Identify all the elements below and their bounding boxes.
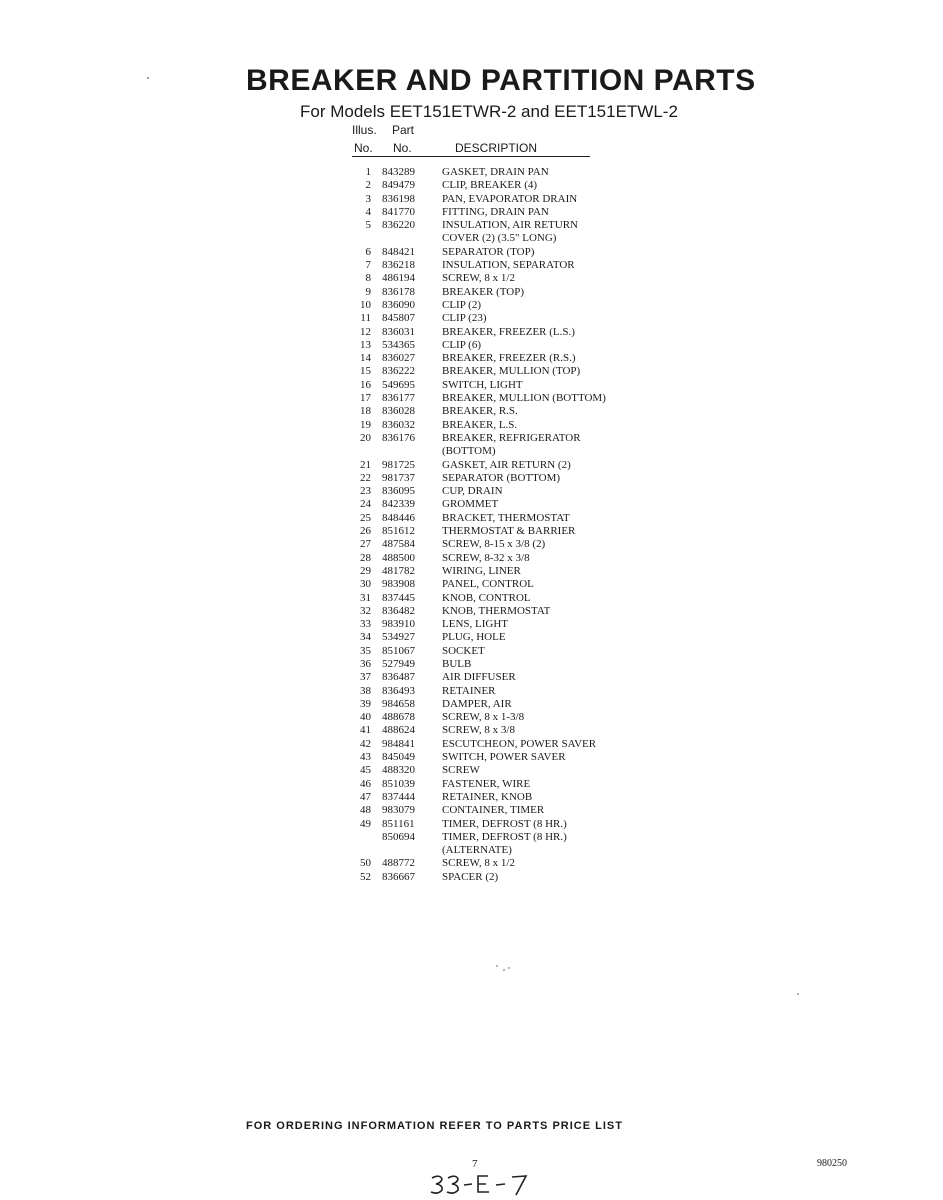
part-number: 848421 (382, 245, 415, 258)
part-number: 836032 (382, 418, 415, 431)
part-description: BREAKER (TOP) (442, 285, 524, 298)
part-number: 849479 (382, 179, 415, 192)
part-description: CLIP (6) (442, 338, 482, 351)
illus-number: 8 (365, 272, 371, 285)
part-number: 488772 (382, 857, 415, 870)
illus-number: 21 (360, 458, 371, 471)
illus-number: 39 (360, 697, 371, 710)
part-number: 851612 (382, 525, 415, 538)
part-description: BULB (442, 657, 472, 670)
part-description: RETAINER, KNOB (442, 790, 533, 803)
illus-number: 23 (360, 485, 371, 498)
models-subtitle: For Models EET151ETWR-2 and EET151ETWL-2 (300, 102, 678, 121)
illus-number: 43 (360, 751, 371, 764)
part-description: PLUG, HOLE (442, 631, 506, 644)
part-description: SCREW, 8 x 3/8 (442, 724, 515, 737)
part-number: 836487 (382, 671, 415, 684)
part-number: 836090 (382, 298, 415, 311)
illus-number: 34 (360, 631, 371, 644)
document-code: 980250 (817, 1158, 847, 1169)
page-number: 7 (472, 1158, 478, 1170)
illus-number: 38 (360, 684, 371, 697)
illus-number: 36 (360, 657, 371, 670)
part-number: 848446 (382, 511, 415, 524)
illus-number: 15 (360, 365, 371, 378)
illus-number: 40 (360, 711, 371, 724)
part-description: CLIP (2) (442, 298, 482, 311)
part-number: 487584 (382, 538, 415, 551)
part-description: SCREW, 8-15 x 3/8 (2) (442, 538, 546, 551)
part-description: DAMPER, AIR (442, 697, 512, 710)
part-number: 836027 (382, 352, 415, 365)
part-number: 488320 (382, 764, 415, 777)
illus-number: 24 (360, 498, 371, 511)
ordering-footer: FOR ORDERING INFORMATION REFER TO PARTS PRICE LIST (246, 1120, 623, 1132)
part-number: 836095 (382, 485, 415, 498)
page-title: BREAKER AND PARTITION PARTS (246, 64, 756, 97)
part-number: 981725 (382, 458, 415, 471)
part-number: 488624 (382, 724, 415, 737)
part-number: 486194 (382, 272, 415, 285)
illus-number: 26 (360, 525, 371, 538)
part-number: 836177 (382, 392, 415, 405)
illus-number: 19 (360, 418, 371, 431)
illus-number: 18 (360, 405, 371, 418)
part-number: 549695 (382, 378, 415, 391)
illus-number: 28 (360, 551, 371, 564)
part-number: 534365 (382, 338, 415, 351)
part-description: SCREW, 8 x 1-3/8 (442, 711, 525, 724)
illus-number: 29 (360, 564, 371, 577)
illus-number: 2 (365, 179, 371, 192)
illus-number: 7 (365, 259, 371, 272)
part-number: 851039 (382, 777, 415, 790)
part-description: CUP, DRAIN (442, 485, 503, 498)
part-number: 837445 (382, 591, 415, 604)
part-description: INSULATION, AIR RETURN (442, 219, 578, 232)
part-description: SCREW, 8-32 x 3/8 (442, 551, 530, 564)
part-description: SOCKET (442, 644, 485, 657)
part-description: COVER (2) (3.5" LONG) (442, 232, 557, 245)
illus-number: 20 (360, 431, 371, 444)
illus-number: 22 (360, 471, 371, 484)
illus-number: 10 (360, 298, 371, 311)
column-header-description: DESCRIPTION (455, 141, 538, 155)
illus-number: 37 (360, 671, 371, 684)
part-description: KNOB, CONTROL (442, 591, 531, 604)
illus-number: 45 (360, 764, 371, 777)
part-number: 841770 (382, 205, 415, 218)
illus-number: 14 (360, 352, 371, 365)
illus-number: 6 (365, 245, 371, 258)
part-description: INSULATION, SEPARATOR (442, 259, 575, 272)
part-number: 981737 (382, 471, 415, 484)
illus-number: 30 (360, 578, 371, 591)
part-number: 845807 (382, 312, 415, 325)
part-number: 836482 (382, 604, 415, 617)
illus-number: 35 (360, 644, 371, 657)
part-description: SEPARATOR (TOP) (442, 245, 535, 258)
part-description: BREAKER, MULLION (TOP) (442, 365, 581, 378)
part-description: (BOTTOM) (442, 445, 496, 458)
illus-number: 9 (365, 285, 371, 298)
part-description: ESCUTCHEON, POWER SAVER (442, 737, 597, 750)
part-description: PANEL, CONTROL (442, 578, 534, 591)
illus-number: 25 (360, 511, 371, 524)
part-number: 488500 (382, 551, 415, 564)
part-number: 534927 (382, 631, 415, 644)
illus-number: 16 (360, 378, 371, 391)
part-description: FITTING, DRAIN PAN (442, 205, 549, 218)
part-description: SCREW, 8 x 1/2 (442, 272, 515, 285)
part-number: 845049 (382, 751, 415, 764)
part-description: SWITCH, LIGHT (442, 378, 523, 391)
part-number: 842339 (382, 498, 415, 511)
illus-number: 27 (360, 538, 371, 551)
illus-number: 52 (360, 870, 371, 883)
illus-number: 49 (360, 817, 371, 830)
part-number: 836176 (382, 431, 415, 444)
part-number: 488678 (382, 711, 415, 724)
part-description: SCREW, 8 x 1/2 (442, 857, 515, 870)
part-description: SEPARATOR (BOTTOM) (442, 471, 561, 484)
part-description: BREAKER, REFRIGERATOR (442, 431, 581, 444)
illus-number: 48 (360, 804, 371, 817)
illus-number: 42 (360, 737, 371, 750)
illus-number: 13 (360, 338, 371, 351)
part-number: 850694 (382, 830, 415, 843)
part-number: 983079 (382, 804, 415, 817)
part-description: SWITCH, POWER SAVER (442, 751, 566, 764)
illus-number: 17 (360, 392, 371, 405)
illus-number: 5 (365, 219, 371, 232)
part-number: 851067 (382, 644, 415, 657)
part-number: 843289 (382, 166, 415, 178)
illus-number: 4 (365, 205, 371, 218)
part-description: BREAKER, FREEZER (R.S.) (442, 352, 576, 365)
part-description: GROMMET (442, 498, 499, 511)
part-description: GASKET, DRAIN PAN (442, 166, 549, 178)
part-description: GASKET, AIR RETURN (2) (442, 458, 571, 471)
part-description: LENS, LIGHT (442, 618, 508, 631)
part-description: CONTAINER, TIMER (442, 804, 545, 817)
part-number: 836222 (382, 365, 415, 378)
illus-number: 31 (360, 591, 371, 604)
illus-number: 12 (360, 325, 371, 338)
column-header-illus-no: No. (354, 141, 373, 155)
part-description: BREAKER, R.S. (442, 405, 518, 418)
part-number: 836028 (382, 405, 415, 418)
part-description: (ALTERNATE) (442, 844, 512, 857)
part-number: 837444 (382, 790, 415, 803)
part-description: AIR DIFFUSER (442, 671, 516, 684)
part-number: 983908 (382, 578, 415, 591)
part-number: 984841 (382, 737, 415, 750)
part-description: CLIP, BREAKER (4) (442, 179, 538, 192)
part-description: SPACER (2) (442, 870, 499, 883)
illus-number: 3 (365, 192, 371, 205)
part-description: RETAINER (442, 684, 496, 697)
part-description: KNOB, THERMOSTAT (442, 604, 551, 617)
illus-number: 47 (360, 790, 371, 803)
part-description: SCREW (442, 764, 480, 777)
part-number: 836178 (382, 285, 415, 298)
part-number: 983910 (382, 618, 415, 631)
part-description: WIRING, LINER (442, 564, 521, 577)
part-number: 836220 (382, 219, 415, 232)
part-description: THERMOSTAT & BARRIER (442, 525, 576, 538)
part-description: TIMER, DEFROST (8 HR.) (442, 830, 567, 843)
column-header-part-top: Part (392, 123, 415, 137)
part-number: 836667 (382, 870, 415, 883)
illus-number: 46 (360, 777, 371, 790)
part-description: TIMER, DEFROST (8 HR.) (442, 817, 567, 830)
illus-number: 41 (360, 724, 371, 737)
part-number: 836493 (382, 684, 415, 697)
part-number: 984658 (382, 697, 415, 710)
part-number: 836218 (382, 259, 415, 272)
illus-number: 1 (365, 166, 371, 178)
part-number: 481782 (382, 564, 415, 577)
illus-number: 11 (360, 312, 371, 325)
column-header-part-no: No. (393, 141, 412, 155)
part-description: BREAKER, L.S. (442, 418, 518, 431)
part-description: BREAKER, FREEZER (L.S.) (442, 325, 575, 338)
part-number: 836198 (382, 192, 415, 205)
part-description: CLIP (23) (442, 312, 487, 325)
column-header-illus-top: Illus. (352, 123, 377, 137)
part-number: 851161 (382, 817, 415, 830)
part-number: 527949 (382, 657, 415, 670)
part-description: BREAKER, MULLION (BOTTOM) (442, 392, 606, 405)
part-description: PAN, EVAPORATOR DRAIN (442, 192, 578, 205)
illus-number: 50 (360, 857, 371, 870)
illus-number: 32 (360, 604, 371, 617)
part-description: FASTENER, WIRE (442, 777, 531, 790)
illus-number: 33 (360, 618, 371, 631)
part-number: 836031 (382, 325, 415, 338)
part-description: BRACKET, THERMOSTAT (442, 511, 570, 524)
